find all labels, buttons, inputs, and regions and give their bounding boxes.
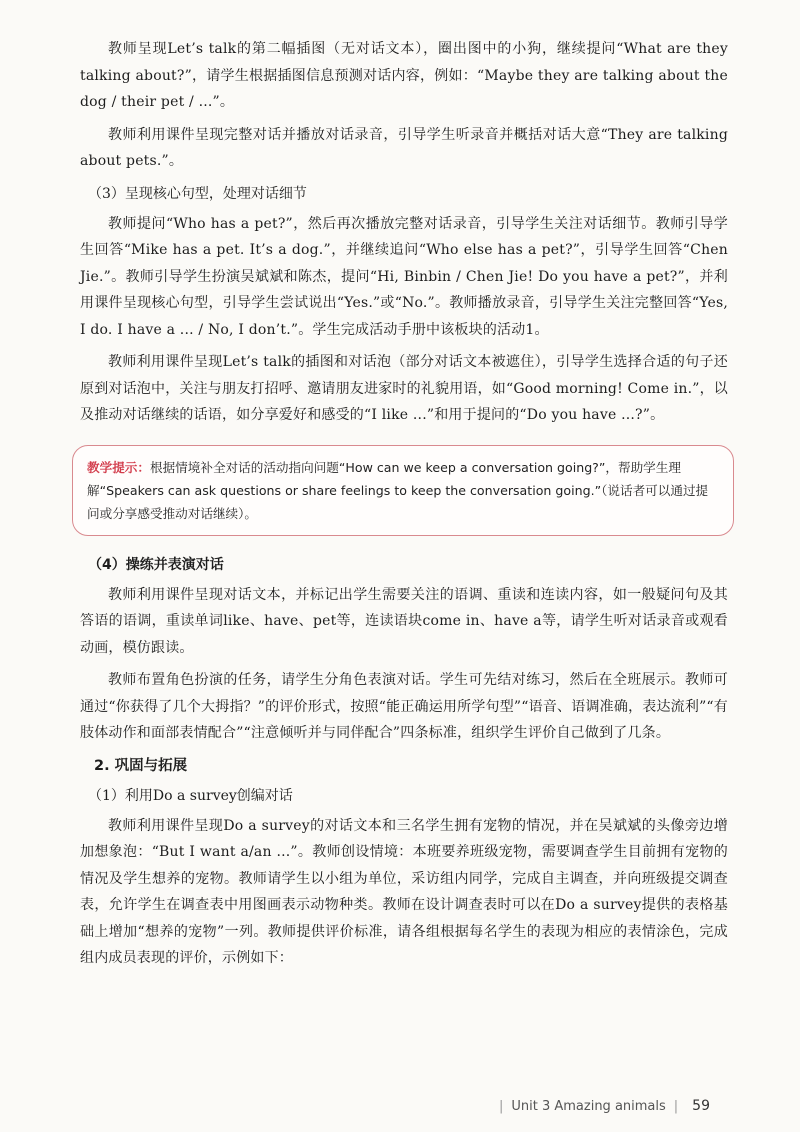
section-heading-consolidation: 2. 巩固与拓展 [94,757,188,774]
footer-divider: | [498,1098,504,1114]
heading-practice-dialogue: （4）操练并表演对话 [88,556,224,573]
page-number: 59 [692,1098,710,1114]
teaching-tip-text: 根据情境补全对话的活动指向问题“How can we keep a conversation going?”，帮助学生理解“Speakers can ask questions or share feelings to keep the conversation going.”（说话者可以通过提问或分享感受推动对话继续）。 [87,459,709,521]
heading-do-a-survey: （1）利用Do a survey创编对话 [88,787,293,804]
paragraph-picture-two: 教师呈现Let’s talk的第二幅插图（无对话文本），圈出图中的小狗，继续提问“What are they talking about?”，请学生根据插图信息预测对话内容，例如：“Maybe they are talking about the dog / their pet / ...”。 [80,41,728,110]
page-content [80,36,728,978]
teaching-tip-label: 教学提示： [87,459,150,475]
footer-unit-title: Unit 3 Amazing animals [511,1098,666,1114]
paragraph-survey: 教师利用课件呈现Do a survey的对话文本和三名学生拥有宠物的情况，并在吴斌斌的头像旁边增加想象泡：“But I want a/an ...”。教师创设情境：本班要养班级宠物，需要调查学生目前拥有宠物的情况及学生想养的宠物。教师请学生以小组为单位，采访组内同学，完成自主调查，并向班级提交调查表，允许学生在调查表中用图画表示动物种类。教师在设计调查表时可以在Do a survey提供的表格基础上增加“想养的宠物”一列。教师提供评价标准，请各组根据每名学生的表现为相应的表情涂色，完成组内成员表现的评价，示例如下： [80,817,728,966]
paragraph-intonation: 教师利用课件呈现对话文本，并标记出学生需要关注的语调、重读和连读内容，如一般疑问句及其答语的语调，重读单词like、have、pet等，连读语块come in、have a等，请学生听对话录音或观看动画，模仿跟读。 [80,586,728,656]
paragraph-role-play: 教师布置角色扮演的任务，请学生分角色表演对话。学生可先结对练习，然后在全班展示。教师可通过“你获得了几个大拇指？”的评价形式，按照“能正确运用所学句型”“语音、语调准确，表达流利”“有肢体动作和面部表情配合”“注意倾听并与同伴配合”四条标准，组织学生评价自己做到了几条。 [80,672,728,741]
heading-core-sentences: （3）呈现核心句型，处理对话细节 [88,185,307,202]
paragraph-who-has-a-pet: 教师提问“Who has a pet?”，然后再次播放完整对话录音，引导学生关注对话细节。教师引导学生回答“Mike has a pet. It’s a dog.”，并继续追问“Who else has a pet?”，引导学生回答“Chen Jie.”。教师引导学生扮演吴斌斌和陈杰，提问“Hi, Binbin / Chen Jie! Do you have a pet?”，并利用课件呈现核心句型，引导学生尝试说出“Yes.”或“No.”。教师播放录音，引导学生关注完整回答“Yes, I do. I have a ... / No, I don’t.”。学生完成活动手册中该板块的活动1。 [80,215,728,338]
paragraph-full-dialogue: 教师利用课件呈现完整对话并播放对话录音，引导学生听录音并概括对话大意“They are talking about pets.”。 [80,126,728,169]
footer-divider: | [673,1098,679,1114]
teaching-tip-box [72,445,734,536]
page-footer [499,1098,710,1114]
paragraph-speech-bubbles: 教师利用课件呈现Let’s talk的插图和对话泡（部分对话文本被遮住），引导学生选择合适的句子还原到对话泡中，关注与朋友打招呼、邀请朋友进家时的礼貌用语，如“Good morning! Come in.”，以及推动对话继续的话语，如分享爱好和感受的“I like ...”和用于提问的“Do you have ...?”。 [80,354,729,423]
